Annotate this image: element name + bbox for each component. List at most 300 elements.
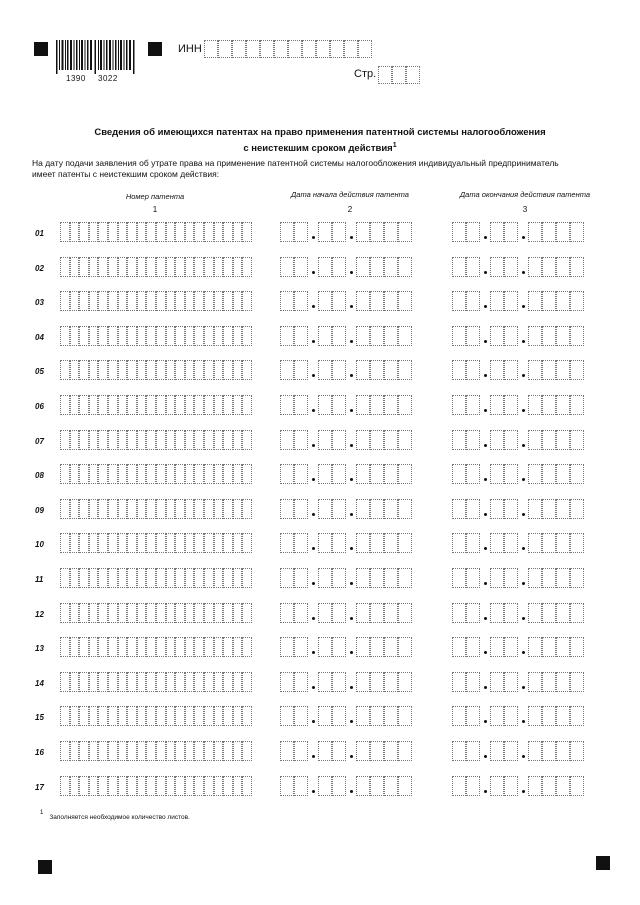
patent-number-cell[interactable] xyxy=(214,533,224,553)
patent-number-cell[interactable] xyxy=(175,464,185,484)
start-date-day-cell[interactable] xyxy=(294,637,308,657)
start-date-year-cell[interactable] xyxy=(356,430,370,450)
start-date-year-cell[interactable] xyxy=(384,395,398,415)
end-date-month-cell[interactable] xyxy=(504,257,518,277)
patent-number-cell[interactable] xyxy=(223,222,233,242)
end-date-year-cell[interactable] xyxy=(556,291,570,311)
page-number-cell[interactable] xyxy=(392,66,406,84)
start-date-year-cell[interactable] xyxy=(356,706,370,726)
patent-number-cell[interactable] xyxy=(233,360,243,380)
patent-number-cell[interactable] xyxy=(98,222,108,242)
patent-number-cell[interactable] xyxy=(79,568,89,588)
patent-number-cell[interactable] xyxy=(156,706,166,726)
start-date-month-cell[interactable] xyxy=(332,326,346,346)
patent-number-cell[interactable] xyxy=(204,776,214,796)
start-date-month-cell[interactable] xyxy=(332,360,346,380)
patent-number-cell[interactable] xyxy=(60,464,70,484)
patent-number-cell[interactable] xyxy=(79,637,89,657)
end-date-month-cell[interactable] xyxy=(504,776,518,796)
patent-number-cell[interactable] xyxy=(175,326,185,346)
start-date-day-cell[interactable] xyxy=(294,291,308,311)
start-date-year-cell[interactable] xyxy=(398,257,412,277)
patent-number-cell[interactable] xyxy=(214,672,224,692)
start-date-year-cell[interactable] xyxy=(370,533,384,553)
start-date-month-cell[interactable] xyxy=(332,291,346,311)
patent-number-cell[interactable] xyxy=(166,360,176,380)
start-date-month-cell[interactable] xyxy=(318,603,332,623)
start-date-year-cell[interactable] xyxy=(398,499,412,519)
patent-number-cell[interactable] xyxy=(89,672,99,692)
patent-number-cell[interactable] xyxy=(127,360,137,380)
patent-number-cell[interactable] xyxy=(242,360,252,380)
patent-number-cell[interactable] xyxy=(89,430,99,450)
start-date-month-cell[interactable] xyxy=(332,741,346,761)
patent-number-cell[interactable] xyxy=(137,464,147,484)
start-date-month-cell[interactable] xyxy=(332,222,346,242)
patent-number-cell[interactable] xyxy=(108,603,118,623)
patent-number-cell[interactable] xyxy=(108,395,118,415)
patent-number-cell[interactable] xyxy=(223,637,233,657)
patent-number-cell[interactable] xyxy=(214,291,224,311)
patent-number-cell[interactable] xyxy=(166,568,176,588)
patent-number-cell[interactable] xyxy=(194,499,204,519)
start-date-month-cell[interactable] xyxy=(318,568,332,588)
start-date-year-cell[interactable] xyxy=(384,257,398,277)
patent-number-cell[interactable] xyxy=(166,464,176,484)
patent-number-cell[interactable] xyxy=(223,464,233,484)
patent-number-cell[interactable] xyxy=(166,706,176,726)
patent-number-cell[interactable] xyxy=(204,464,214,484)
patent-number-cell[interactable] xyxy=(137,741,147,761)
end-date-year-cell[interactable] xyxy=(542,499,556,519)
patent-number-cell[interactable] xyxy=(60,257,70,277)
patent-number-cell[interactable] xyxy=(214,464,224,484)
end-date-year-cell[interactable] xyxy=(542,464,556,484)
patent-number-cell[interactable] xyxy=(204,499,214,519)
patent-number-cell[interactable] xyxy=(60,395,70,415)
patent-number-cell[interactable] xyxy=(194,430,204,450)
patent-number-cell[interactable] xyxy=(233,568,243,588)
start-date-year-cell[interactable] xyxy=(370,395,384,415)
inn-cell[interactable] xyxy=(204,40,218,58)
patent-number-cell[interactable] xyxy=(242,533,252,553)
patent-number-cell[interactable] xyxy=(98,430,108,450)
start-date-day-cell[interactable] xyxy=(294,257,308,277)
end-date-day-cell[interactable] xyxy=(452,360,466,380)
patent-number-cell[interactable] xyxy=(79,464,89,484)
end-date-year-cell[interactable] xyxy=(542,291,556,311)
patent-number-cell[interactable] xyxy=(185,257,195,277)
patent-number-cell[interactable] xyxy=(70,603,80,623)
end-date-year-cell[interactable] xyxy=(528,637,542,657)
patent-number-cell[interactable] xyxy=(233,706,243,726)
patent-number-cell[interactable] xyxy=(89,257,99,277)
patent-number-cell[interactable] xyxy=(242,776,252,796)
patent-number-cell[interactable] xyxy=(79,291,89,311)
end-date-day-cell[interactable] xyxy=(466,499,480,519)
start-date-year-cell[interactable] xyxy=(356,499,370,519)
patent-number-cell[interactable] xyxy=(137,430,147,450)
patent-number-cell[interactable] xyxy=(98,395,108,415)
start-date-year-cell[interactable] xyxy=(398,741,412,761)
patent-number-cell[interactable] xyxy=(146,706,156,726)
patent-number-cell[interactable] xyxy=(233,395,243,415)
patent-number-cell[interactable] xyxy=(223,672,233,692)
start-date-year-cell[interactable] xyxy=(356,464,370,484)
patent-number-cell[interactable] xyxy=(242,499,252,519)
patent-number-cell[interactable] xyxy=(223,499,233,519)
end-date-month-cell[interactable] xyxy=(490,326,504,346)
inn-cell[interactable] xyxy=(274,40,288,58)
patent-number-cell[interactable] xyxy=(70,222,80,242)
end-date-year-cell[interactable] xyxy=(556,430,570,450)
start-date-month-cell[interactable] xyxy=(332,395,346,415)
end-date-day-cell[interactable] xyxy=(466,776,480,796)
start-date-year-cell[interactable] xyxy=(356,326,370,346)
patent-number-cell[interactable] xyxy=(194,672,204,692)
end-date-year-cell[interactable] xyxy=(528,603,542,623)
patent-number-cell[interactable] xyxy=(175,360,185,380)
patent-number-cell[interactable] xyxy=(156,291,166,311)
start-date-year-cell[interactable] xyxy=(370,499,384,519)
start-date-year-cell[interactable] xyxy=(356,360,370,380)
start-date-day-cell[interactable] xyxy=(294,430,308,450)
start-date-year-cell[interactable] xyxy=(356,568,370,588)
start-date-year-cell[interactable] xyxy=(356,603,370,623)
patent-number-cell[interactable] xyxy=(70,395,80,415)
patent-number-cell[interactable] xyxy=(175,568,185,588)
end-date-day-cell[interactable] xyxy=(466,395,480,415)
patent-number-cell[interactable] xyxy=(137,291,147,311)
patent-number-cell[interactable] xyxy=(185,637,195,657)
start-date-month-cell[interactable] xyxy=(318,430,332,450)
patent-number-cell[interactable] xyxy=(166,291,176,311)
patent-number-cell[interactable] xyxy=(127,499,137,519)
end-date-day-cell[interactable] xyxy=(452,222,466,242)
end-date-day-cell[interactable] xyxy=(452,257,466,277)
patent-number-cell[interactable] xyxy=(175,499,185,519)
patent-number-cell[interactable] xyxy=(118,637,128,657)
end-date-year-cell[interactable] xyxy=(542,637,556,657)
start-date-day-cell[interactable] xyxy=(280,257,294,277)
patent-number-cell[interactable] xyxy=(166,499,176,519)
patent-number-cell[interactable] xyxy=(89,499,99,519)
end-date-year-cell[interactable] xyxy=(556,499,570,519)
start-date-year-cell[interactable] xyxy=(370,568,384,588)
end-date-day-cell[interactable] xyxy=(466,533,480,553)
page-number-cell[interactable] xyxy=(406,66,420,84)
patent-number-cell[interactable] xyxy=(223,430,233,450)
patent-number-cell[interactable] xyxy=(79,706,89,726)
patent-number-cell[interactable] xyxy=(185,533,195,553)
end-date-year-cell[interactable] xyxy=(570,360,584,380)
patent-number-cell[interactable] xyxy=(127,395,137,415)
patent-number-cell[interactable] xyxy=(60,499,70,519)
patent-number-cell[interactable] xyxy=(242,326,252,346)
end-date-day-cell[interactable] xyxy=(452,291,466,311)
patent-number-cell[interactable] xyxy=(166,741,176,761)
start-date-year-cell[interactable] xyxy=(370,360,384,380)
end-date-year-cell[interactable] xyxy=(528,741,542,761)
patent-number-cell[interactable] xyxy=(175,257,185,277)
start-date-year-cell[interactable] xyxy=(398,222,412,242)
patent-number-cell[interactable] xyxy=(166,637,176,657)
end-date-year-cell[interactable] xyxy=(528,706,542,726)
patent-number-cell[interactable] xyxy=(70,464,80,484)
patent-number-cell[interactable] xyxy=(127,568,137,588)
patent-number-cell[interactable] xyxy=(185,568,195,588)
patent-number-cell[interactable] xyxy=(242,222,252,242)
patent-number-cell[interactable] xyxy=(223,741,233,761)
patent-number-cell[interactable] xyxy=(118,291,128,311)
patent-number-cell[interactable] xyxy=(118,533,128,553)
end-date-day-cell[interactable] xyxy=(452,430,466,450)
patent-number-cell[interactable] xyxy=(89,360,99,380)
start-date-year-cell[interactable] xyxy=(384,741,398,761)
patent-number-cell[interactable] xyxy=(127,533,137,553)
patent-number-cell[interactable] xyxy=(204,291,214,311)
patent-number-cell[interactable] xyxy=(98,464,108,484)
end-date-year-cell[interactable] xyxy=(528,464,542,484)
patent-number-cell[interactable] xyxy=(214,395,224,415)
inn-cell[interactable] xyxy=(288,40,302,58)
end-date-year-cell[interactable] xyxy=(556,360,570,380)
end-date-year-cell[interactable] xyxy=(556,568,570,588)
patent-number-cell[interactable] xyxy=(166,222,176,242)
patent-number-cell[interactable] xyxy=(108,776,118,796)
end-date-day-cell[interactable] xyxy=(452,776,466,796)
end-date-month-cell[interactable] xyxy=(490,464,504,484)
end-date-year-cell[interactable] xyxy=(528,326,542,346)
start-date-year-cell[interactable] xyxy=(384,222,398,242)
end-date-day-cell[interactable] xyxy=(452,464,466,484)
end-date-year-cell[interactable] xyxy=(570,533,584,553)
end-date-day-cell[interactable] xyxy=(466,360,480,380)
end-date-month-cell[interactable] xyxy=(490,499,504,519)
patent-number-cell[interactable] xyxy=(242,741,252,761)
end-date-year-cell[interactable] xyxy=(570,741,584,761)
end-date-month-cell[interactable] xyxy=(490,672,504,692)
patent-number-cell[interactable] xyxy=(175,741,185,761)
patent-number-cell[interactable] xyxy=(146,291,156,311)
end-date-year-cell[interactable] xyxy=(528,672,542,692)
patent-number-cell[interactable] xyxy=(185,464,195,484)
patent-number-cell[interactable] xyxy=(156,326,166,346)
start-date-month-cell[interactable] xyxy=(318,464,332,484)
patent-number-cell[interactable] xyxy=(223,291,233,311)
end-date-day-cell[interactable] xyxy=(466,222,480,242)
patent-number-cell[interactable] xyxy=(175,776,185,796)
end-date-year-cell[interactable] xyxy=(542,706,556,726)
inn-cell[interactable] xyxy=(260,40,274,58)
patent-number-cell[interactable] xyxy=(166,533,176,553)
start-date-month-cell[interactable] xyxy=(318,395,332,415)
patent-number-cell[interactable] xyxy=(175,533,185,553)
patent-number-cell[interactable] xyxy=(223,603,233,623)
start-date-day-cell[interactable] xyxy=(280,395,294,415)
end-date-day-cell[interactable] xyxy=(452,395,466,415)
patent-number-cell[interactable] xyxy=(242,291,252,311)
patent-number-cell[interactable] xyxy=(146,257,156,277)
start-date-year-cell[interactable] xyxy=(398,395,412,415)
patent-number-cell[interactable] xyxy=(79,222,89,242)
patent-number-cell[interactable] xyxy=(185,430,195,450)
end-date-year-cell[interactable] xyxy=(556,257,570,277)
patent-number-cell[interactable] xyxy=(194,395,204,415)
start-date-year-cell[interactable] xyxy=(384,776,398,796)
end-date-year-cell[interactable] xyxy=(556,326,570,346)
start-date-day-cell[interactable] xyxy=(294,603,308,623)
patent-number-cell[interactable] xyxy=(233,741,243,761)
end-date-month-cell[interactable] xyxy=(504,568,518,588)
patent-number-cell[interactable] xyxy=(108,672,118,692)
patent-number-cell[interactable] xyxy=(156,637,166,657)
patent-number-cell[interactable] xyxy=(89,326,99,346)
patent-number-cell[interactable] xyxy=(156,741,166,761)
patent-number-cell[interactable] xyxy=(156,672,166,692)
patent-number-cell[interactable] xyxy=(89,706,99,726)
start-date-day-cell[interactable] xyxy=(280,776,294,796)
end-date-day-cell[interactable] xyxy=(466,430,480,450)
patent-number-cell[interactable] xyxy=(98,741,108,761)
end-date-month-cell[interactable] xyxy=(490,568,504,588)
end-date-year-cell[interactable] xyxy=(528,395,542,415)
end-date-month-cell[interactable] xyxy=(490,776,504,796)
start-date-year-cell[interactable] xyxy=(384,430,398,450)
start-date-year-cell[interactable] xyxy=(384,533,398,553)
start-date-year-cell[interactable] xyxy=(370,637,384,657)
end-date-day-cell[interactable] xyxy=(466,672,480,692)
end-date-day-cell[interactable] xyxy=(452,533,466,553)
patent-number-cell[interactable] xyxy=(89,568,99,588)
patent-number-cell[interactable] xyxy=(60,706,70,726)
patent-number-cell[interactable] xyxy=(137,257,147,277)
end-date-month-cell[interactable] xyxy=(504,360,518,380)
end-date-year-cell[interactable] xyxy=(556,533,570,553)
end-date-year-cell[interactable] xyxy=(542,568,556,588)
patent-number-cell[interactable] xyxy=(214,637,224,657)
patent-number-cell[interactable] xyxy=(137,222,147,242)
patent-number-cell[interactable] xyxy=(70,360,80,380)
patent-number-cell[interactable] xyxy=(108,637,118,657)
patent-number-cell[interactable] xyxy=(89,222,99,242)
end-date-year-cell[interactable] xyxy=(556,222,570,242)
start-date-day-cell[interactable] xyxy=(294,776,308,796)
patent-number-cell[interactable] xyxy=(233,464,243,484)
patent-number-cell[interactable] xyxy=(194,637,204,657)
patent-number-cell[interactable] xyxy=(185,499,195,519)
end-date-year-cell[interactable] xyxy=(528,222,542,242)
end-date-year-cell[interactable] xyxy=(542,430,556,450)
patent-number-cell[interactable] xyxy=(127,603,137,623)
patent-number-cell[interactable] xyxy=(60,568,70,588)
end-date-month-cell[interactable] xyxy=(490,257,504,277)
start-date-year-cell[interactable] xyxy=(384,291,398,311)
patent-number-cell[interactable] xyxy=(185,222,195,242)
patent-number-cell[interactable] xyxy=(137,603,147,623)
patent-number-cell[interactable] xyxy=(242,706,252,726)
patent-number-cell[interactable] xyxy=(204,568,214,588)
start-date-day-cell[interactable] xyxy=(294,222,308,242)
patent-number-cell[interactable] xyxy=(156,464,166,484)
start-date-day-cell[interactable] xyxy=(294,326,308,346)
patent-number-cell[interactable] xyxy=(127,222,137,242)
patent-number-cell[interactable] xyxy=(185,706,195,726)
start-date-month-cell[interactable] xyxy=(332,603,346,623)
start-date-year-cell[interactable] xyxy=(370,326,384,346)
patent-number-cell[interactable] xyxy=(60,360,70,380)
patent-number-cell[interactable] xyxy=(156,603,166,623)
patent-number-cell[interactable] xyxy=(127,326,137,346)
patent-number-cell[interactable] xyxy=(118,776,128,796)
end-date-month-cell[interactable] xyxy=(504,222,518,242)
start-date-year-cell[interactable] xyxy=(398,637,412,657)
start-date-day-cell[interactable] xyxy=(280,291,294,311)
start-date-day-cell[interactable] xyxy=(280,464,294,484)
patent-number-cell[interactable] xyxy=(79,257,89,277)
patent-number-cell[interactable] xyxy=(204,603,214,623)
patent-number-cell[interactable] xyxy=(194,326,204,346)
patent-number-cell[interactable] xyxy=(108,360,118,380)
patent-number-cell[interactable] xyxy=(194,568,204,588)
start-date-month-cell[interactable] xyxy=(318,533,332,553)
end-date-month-cell[interactable] xyxy=(490,360,504,380)
end-date-year-cell[interactable] xyxy=(542,326,556,346)
end-date-month-cell[interactable] xyxy=(504,499,518,519)
patent-number-cell[interactable] xyxy=(79,395,89,415)
patent-number-cell[interactable] xyxy=(156,360,166,380)
patent-number-cell[interactable] xyxy=(214,741,224,761)
end-date-year-cell[interactable] xyxy=(542,360,556,380)
end-date-year-cell[interactable] xyxy=(570,222,584,242)
patent-number-cell[interactable] xyxy=(118,568,128,588)
patent-number-cell[interactable] xyxy=(166,672,176,692)
patent-number-cell[interactable] xyxy=(146,395,156,415)
start-date-year-cell[interactable] xyxy=(398,706,412,726)
patent-number-cell[interactable] xyxy=(127,430,137,450)
patent-number-cell[interactable] xyxy=(185,326,195,346)
patent-number-cell[interactable] xyxy=(242,395,252,415)
start-date-year-cell[interactable] xyxy=(384,326,398,346)
end-date-month-cell[interactable] xyxy=(490,430,504,450)
end-date-day-cell[interactable] xyxy=(452,603,466,623)
start-date-year-cell[interactable] xyxy=(356,533,370,553)
start-date-day-cell[interactable] xyxy=(280,741,294,761)
patent-number-cell[interactable] xyxy=(79,741,89,761)
patent-number-cell[interactable] xyxy=(166,603,176,623)
patent-number-cell[interactable] xyxy=(79,499,89,519)
start-date-year-cell[interactable] xyxy=(384,499,398,519)
patent-number-cell[interactable] xyxy=(89,533,99,553)
start-date-year-cell[interactable] xyxy=(370,776,384,796)
end-date-year-cell[interactable] xyxy=(528,568,542,588)
start-date-year-cell[interactable] xyxy=(356,222,370,242)
start-date-year-cell[interactable] xyxy=(398,568,412,588)
patent-number-cell[interactable] xyxy=(118,672,128,692)
end-date-year-cell[interactable] xyxy=(556,706,570,726)
patent-number-cell[interactable] xyxy=(118,603,128,623)
patent-number-cell[interactable] xyxy=(194,464,204,484)
patent-number-cell[interactable] xyxy=(127,291,137,311)
patent-number-cell[interactable] xyxy=(137,672,147,692)
start-date-day-cell[interactable] xyxy=(280,430,294,450)
patent-number-cell[interactable] xyxy=(223,568,233,588)
patent-number-cell[interactable] xyxy=(214,222,224,242)
start-date-day-cell[interactable] xyxy=(280,222,294,242)
start-date-month-cell[interactable] xyxy=(318,291,332,311)
patent-number-cell[interactable] xyxy=(118,222,128,242)
patent-number-cell[interactable] xyxy=(242,568,252,588)
